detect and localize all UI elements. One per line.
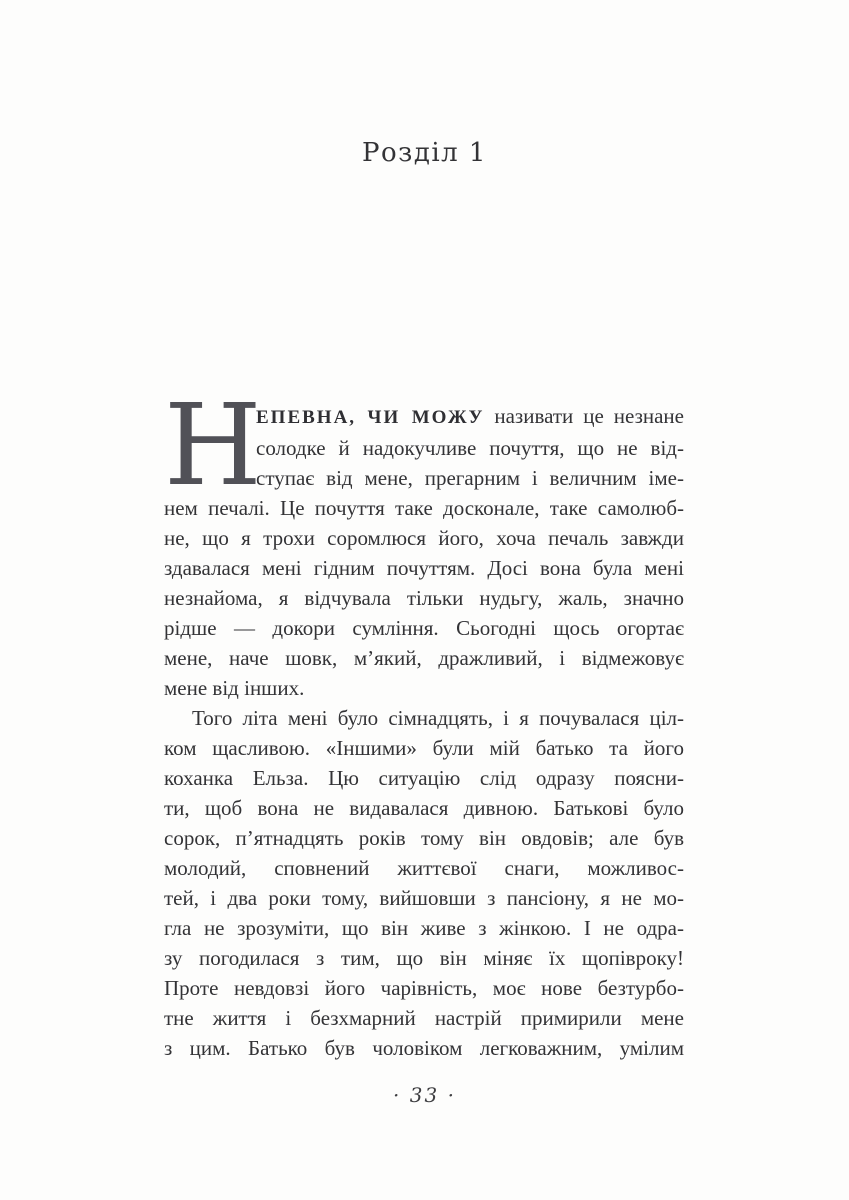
text-line: ком щасливою. «Іншими» були мій батько та його xyxy=(164,736,684,760)
text-line: рідше — докори сумління. Сьогодні щось огортає xyxy=(164,616,684,640)
page-number: · 33 · xyxy=(393,1083,456,1107)
text-line: молодий, сповнений життєвої снаги, можливос- xyxy=(164,856,684,880)
text-line: Того літа мені було сімнадцять, і я почувалася ціл- xyxy=(192,706,684,730)
text-line: незнайома, я відчувала тільки нудьгу, жаль, значно xyxy=(164,586,684,610)
text-line: з цим. Батько був чоловіком легковажним, умілим xyxy=(164,1036,684,1060)
first-line-rest: називати це незнане xyxy=(484,404,684,428)
text-line: ти, щоб вона не видавалася дивною. Батькові було xyxy=(164,796,684,820)
drop-cap: Н xyxy=(164,381,262,511)
chapter-heading: Розділ 1 xyxy=(362,138,487,168)
text-line: гла не зрозуміти, що він живе з жінкою. І не одра- xyxy=(164,916,684,940)
text-line: мене, наче шовк, м’який, дражливий, і відмежовує xyxy=(164,646,684,670)
text-line: тне життя і безхмарний настрій примирили мене xyxy=(164,1006,684,1030)
text-line: ступає від мене, прегарним і величним іме- xyxy=(256,466,684,490)
text-line: коханка Ельза. Цю ситуацію слід одразу поясни- xyxy=(164,766,684,790)
lead-in-caps: ЕПЕВНА, ЧИ МОЖУ xyxy=(256,407,485,428)
text-line: тей, і два роки тому, вийшовши з пансіону, я не мо- xyxy=(164,886,684,910)
paragraph-1 xyxy=(164,381,684,703)
text-line: зу погодилася з тим, що він міняє їх щопівроку! xyxy=(164,946,684,970)
text-line: нем печалі. Це почуття таке досконале, таке самолюб- xyxy=(164,496,684,520)
text-line: мене від інших. xyxy=(164,676,305,700)
text-line: здавалася мені гідним почуттям. Досі вона була мені xyxy=(164,556,684,580)
text-line: солодке й надокучливе почуття, що не від- xyxy=(256,436,684,460)
body-text xyxy=(164,381,684,1063)
text-line: не, що я трохи соромлюся його, хоча печаль завжди xyxy=(164,526,684,550)
paragraph-2-lines xyxy=(164,703,684,1063)
text-line: Проте невдовзі його чарівність, моє нове безтурбо- xyxy=(164,976,684,1000)
paragraph-2 xyxy=(164,703,684,1063)
text-line: сорок, п’ятнадцять років тому він овдовів; але був xyxy=(164,826,684,850)
